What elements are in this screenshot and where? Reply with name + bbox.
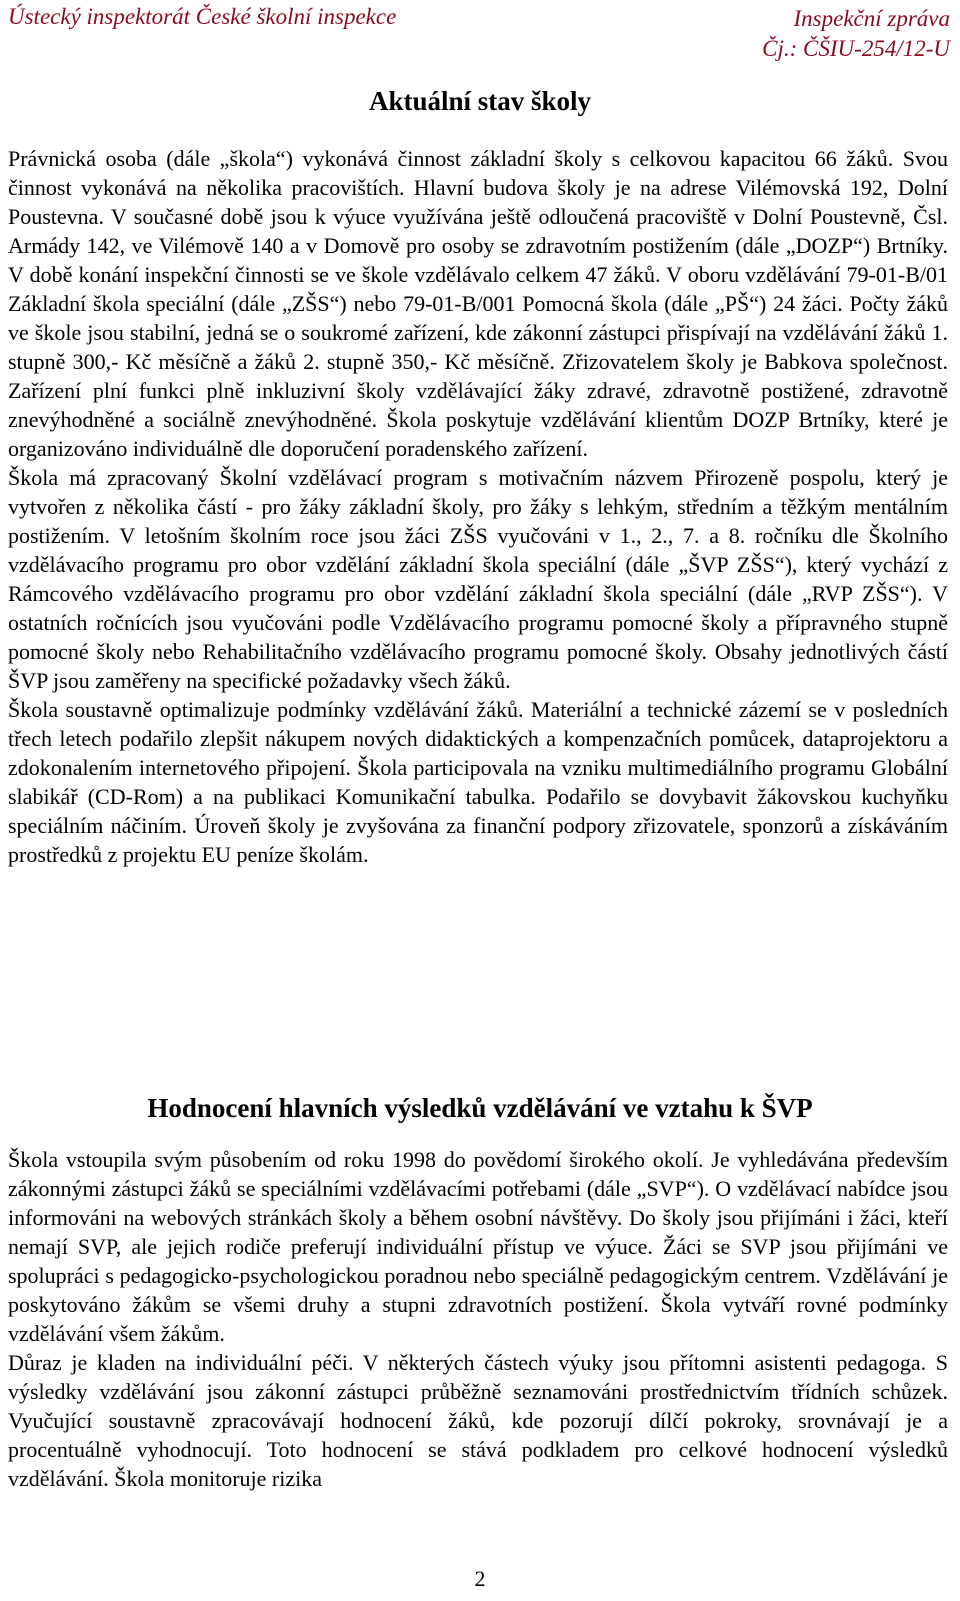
- page-number: 2: [474, 1566, 486, 1591]
- section-body-current-state: [8, 144, 948, 869]
- paragraph: Škola má zpracovaný Školní vzdělávací program s motivačním názvem Přirozeně pospolu, který je vytvořen z několika částí - pro žáky základní školy, pro žáky s lehkým, středním a těžkým mentálním postižením. V letošním školním roce jsou žáci ZŠS vyučováni v 1., 2., 7. a 8. ročníku dle Školního vzdělávacího programu pro obor vzdělání základní škola speciální (dále „ŠVP ZŠS“), který vychází z Rámcového vzdělávacího programu pro obor vzdělání základní škola speciální (dále „RVP ZŠS“). V ostatních ročnících jsou vyučováni podle Vzdělávacího programu pomocné školy a přípravného stupně pomocné školy nebo Rehabilitačního vzdělávacího programu pomocné školy. Obsahy jednotlivých částí ŠVP jsou zaměřeny na specifické požadavky všech žáků.: [8, 465, 948, 693]
- paragraph: Škola soustavně optimalizuje podmínky vzdělávání žáků. Materiální a technické zázemí se v posledních třech letech podařilo zlepšit nákupem nových didaktických a kompenzačních pomůcek, dataprojektoru a zdokonalením internetového připojení. Škola participovala na vzniku multimediálního programu Globální slabikář (CD-Rom) a na publikaci Komunikační tabulka. Podařilo se dovybavit žákovskou kuchyňku speciálním náčiním. Úroveň školy je zvyšována za finanční podpory zřizovatele, sponzorů a získáváním prostředků z projektu EU peníze školám.: [8, 697, 948, 867]
- header-inspectorate: Ústecký inspektorát České školní inspekce: [8, 4, 397, 29]
- header-report-info: [762, 4, 950, 64]
- section-title-results-evaluation: Hodnocení hlavních výsledků vzdělávání ve vztahu k ŠVP: [147, 1093, 813, 1123]
- header-reference-number: Čj.: ČŠIU-254/12-U: [762, 36, 950, 61]
- paragraph: Právnická osoba (dále „škola“) vykonává činnost základní školy s celkovou kapacitou 66 žáků. Svou činnost vykonává na několika pracovištích. Hlavní budova školy je na adrese Vilémovská 192, Dolní Poustevna. V současné době jsou k výuce využívána ještě odloučená pracoviště v Dolní Poustevně, Čsl. Armády 142, ve Vilémově 140 a v Domově pro osoby se zdravotním postižením (dále „DOZP“) Brtníky. V době konání inspekční činnosti se ve škole vzdělávalo celkem 47 žáků. V oboru vzdělávání 79-01-B/01 Základní škola speciální (dále „ZŠS“) nebo 79-01-B/001 Pomocná škola (dále „PŠ“) 24 žáci. Počty žáků ve škole jsou stabilní, jedná se o soukromé zařízení, kde zákonní zástupci přispívají na vzdělávání žáků 1. stupně 300,- Kč měsíčně a žáků 2. stupně 350,- Kč měsíčně. Zřizovatelem školy je Babkova společnost. Zařízení plní funkci plně inkluzivní školy vzdělávající žáky zdravé, zdravotně postižené, zdravotně znevýhodněné a sociálně znevýhodněné. Škola poskytuje vzdělávání klientům DOZP Brtníky, které je organizováno individuálně dle doporučení poradenského zařízení.: [8, 146, 948, 461]
- section-body-results-evaluation: [8, 1145, 948, 1493]
- header-report-title: Inspekční zpráva: [793, 6, 950, 31]
- section-title-current-state: Aktuální stav školy: [368, 86, 592, 116]
- paragraph: Škola vstoupila svým působením od roku 1998 do povědomí širokého okolí. Je vyhledávána především zákonnými zástupci žáků se speciálními vzdělávacími potřebami (dále „SVP“). O vzdělávací nabídce jsou informováni na webových stránkách školy a během osobní návštěvy. Do školy jsou přijímáni i žáci, kteří nemají SVP, ale jejich rodiče preferují individuální přístup ve výuce. Žáci se SVP jsou přijímáni ve spolupráci s pedagogicko-psychologickou poradnou nebo speciálně pedagogickým centrem. Vzdělávání je poskytováno žákům se všemi druhy a stupni zdravotních postižení. Škola vytváří rovné podmínky vzdělávání všem žákům.: [8, 1147, 948, 1346]
- paragraph: Důraz je kladen na individuální péči. V některých částech výuky jsou přítomni asistenti pedagoga. S výsledky vzdělávání jsou zákonní zástupci průběžně seznamováni prostřednictvím třídních schůzek. Vyučující soustavně zpracovávají hodnocení žáků, kde pozorují dílčí pokroky, srovnávají je a procentuálně vyhodnocují. Toto hodnocení se stává podkladem pro celkové hodnocení výsledků vzdělávání. Škola monitoruje rizika: [8, 1350, 948, 1491]
